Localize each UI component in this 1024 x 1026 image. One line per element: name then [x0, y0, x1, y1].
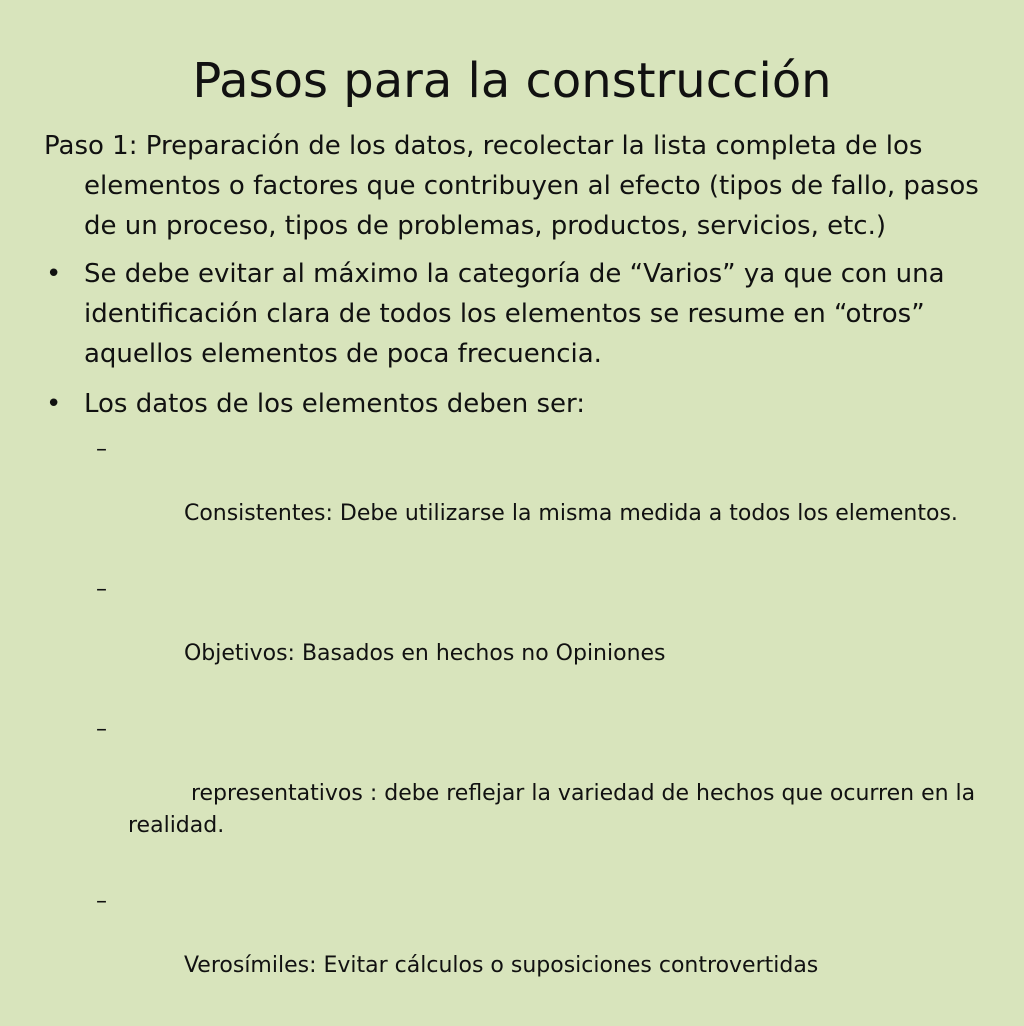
sub-item-text: representativos : debe reflejar la variedad de hechos que ocurren en la realidad.	[128, 781, 983, 838]
bullet-text: Los datos de los elementos deben ser:	[84, 389, 586, 419]
slide-content	[44, 126, 1016, 1026]
intro-paragraph: Paso 1: Preparación de los datos, recolectar la lista completa de los elementos o factores que contribuyen al efecto (tipos de fallo, pasos de un proceso, tipos de problemas, productos, servicios, etc.)	[44, 131, 979, 241]
sub-item-text: Verosímiles: Evitar cálculos o suposiciones controvertidas	[183, 953, 819, 978]
dash-marker: –	[96, 577, 107, 602]
bullet-item-data-requirements	[44, 384, 1016, 424]
sub-item-objetivos	[44, 574, 1016, 702]
bullet-item-avoid-varios	[44, 254, 1016, 374]
dash-marker: –	[96, 889, 107, 914]
bullet-text: Se debe evitar al máximo la categoría de “Varios” ya que con una identificación clara de todos los elementos se resume en “otros” aquellos elementos de poca frecuencia.	[84, 259, 945, 369]
slide-title: Pasos para la construcción	[192, 53, 832, 109]
bullet-marker: •	[46, 259, 62, 289]
sub-item-representativos	[44, 714, 1016, 874]
dash-marker: –	[96, 437, 107, 462]
sub-item-verosimiles	[44, 886, 1016, 1014]
requirements-sub-list	[44, 434, 1016, 1014]
sub-item-text: Objetivos: Basados en hechos no Opiniones	[183, 641, 666, 666]
sub-item-consistentes	[44, 434, 1016, 562]
sub-item-text: Consistentes: Debe utilizarse la misma medida a todos los elementos.	[183, 501, 958, 526]
dash-marker: –	[96, 717, 107, 742]
bullet-marker: •	[46, 389, 62, 419]
